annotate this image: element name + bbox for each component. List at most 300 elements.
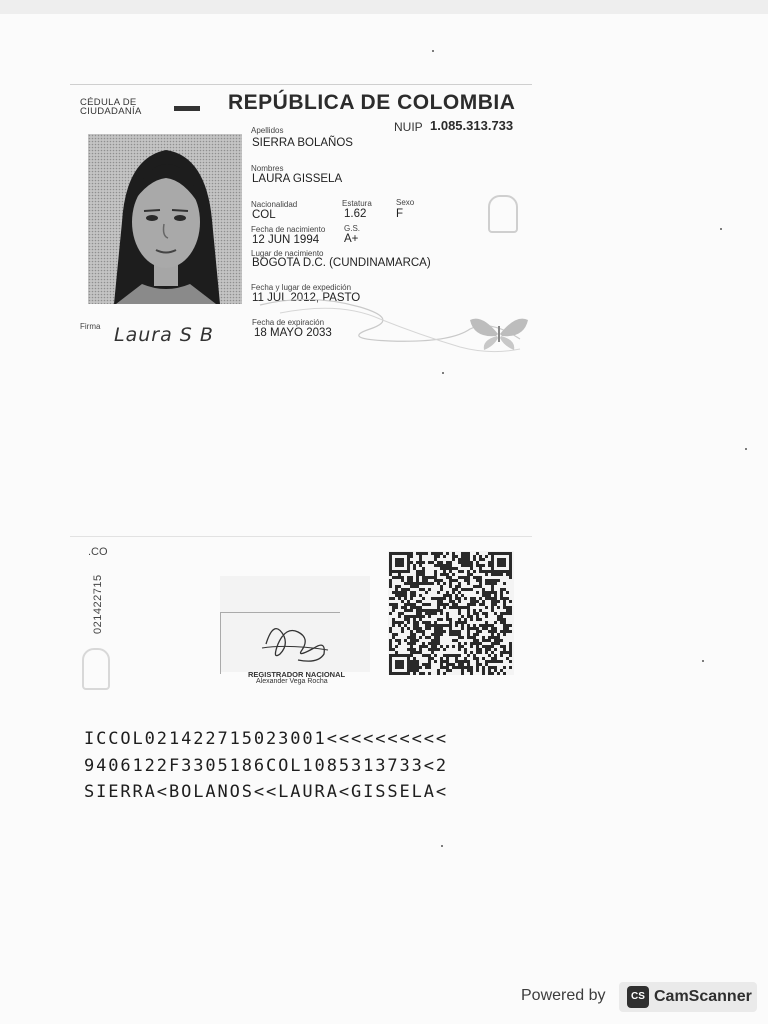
qr-module (482, 645, 485, 648)
qr-module (449, 654, 452, 657)
qr-module (413, 651, 416, 654)
qr-module (458, 606, 461, 609)
qr-module (491, 651, 494, 654)
qr-module (479, 603, 482, 606)
qr-module (482, 588, 485, 591)
qr-module (494, 594, 497, 597)
qr-module (428, 609, 431, 612)
qr-module (464, 651, 467, 654)
qr-module (434, 564, 437, 567)
qr-module (446, 603, 449, 606)
qr-module (410, 636, 413, 639)
qr-module (395, 666, 398, 669)
qr-module (494, 612, 497, 615)
qr-module (470, 672, 473, 675)
qr-module (455, 594, 458, 597)
qr-module (413, 582, 416, 585)
qr-module (392, 618, 395, 621)
qr-module (491, 636, 494, 639)
issue-value: 11 JUL 2012, PASTO (252, 292, 361, 304)
qr-module (419, 648, 422, 651)
qr-module (497, 636, 500, 639)
qr-module (440, 666, 443, 669)
qr-module (422, 630, 425, 633)
qr-module (440, 597, 443, 600)
height-value: 1.62 (344, 208, 367, 220)
qr-module (500, 618, 503, 621)
qr-module (485, 570, 488, 573)
qr-module (485, 624, 488, 627)
qr-module (464, 588, 467, 591)
qr-module (479, 624, 482, 627)
qr-module (407, 582, 410, 585)
qr-module (485, 621, 488, 624)
qr-module (497, 615, 500, 618)
qr-module (491, 582, 494, 585)
qr-module (452, 552, 455, 555)
qr-module (437, 555, 440, 558)
qr-module (458, 609, 461, 612)
qr-module (485, 660, 488, 663)
qr-module (509, 612, 512, 615)
qr-module (467, 573, 470, 576)
qr-module (389, 567, 392, 570)
qr-module (431, 561, 434, 564)
qr-module (422, 621, 425, 624)
qr-module (410, 615, 413, 618)
qr-module (437, 603, 440, 606)
qr-module (434, 555, 437, 558)
qr-module (401, 558, 404, 561)
qr-module (401, 591, 404, 594)
birth-date-label: Fecha de nacimiento (251, 225, 326, 234)
qr-module (470, 600, 473, 603)
qr-module (491, 645, 494, 648)
qr-module (392, 597, 395, 600)
qr-module (443, 603, 446, 606)
qr-module (452, 555, 455, 558)
qr-module (437, 591, 440, 594)
qr-module (404, 588, 407, 591)
qr-module (449, 663, 452, 666)
qr-module (455, 639, 458, 642)
qr-module (494, 552, 497, 555)
qr-module (479, 651, 482, 654)
qr-module (473, 654, 476, 657)
qr-module (443, 555, 446, 558)
signature-label: Firma (80, 322, 101, 331)
qr-module (425, 612, 428, 615)
qr-module (422, 645, 425, 648)
qr-module (419, 627, 422, 630)
qr-module (398, 666, 401, 669)
qr-module (413, 585, 416, 588)
qr-module (482, 624, 485, 627)
qr-module (455, 630, 458, 633)
qr-module (467, 588, 470, 591)
qr-module (449, 579, 452, 582)
qr-module (419, 609, 422, 612)
qr-module (422, 615, 425, 618)
qr-module (488, 669, 491, 672)
qr-module (437, 597, 440, 600)
qr-module (395, 639, 398, 642)
qr-module (422, 603, 425, 606)
qr-module (422, 552, 425, 555)
qr-module (401, 564, 404, 567)
qr-module (428, 627, 431, 630)
qr-module (416, 600, 419, 603)
qr-module (491, 579, 494, 582)
qr-module (440, 564, 443, 567)
qr-module (422, 582, 425, 585)
qr-module (404, 618, 407, 621)
qr-module (470, 666, 473, 669)
qr-module (428, 612, 431, 615)
qr-module (410, 579, 413, 582)
qr-module (467, 633, 470, 636)
qr-module (506, 627, 509, 630)
qr-module (401, 600, 404, 603)
qr-module (395, 606, 398, 609)
qr-module (437, 564, 440, 567)
nationality-label: Nacionalidad (251, 200, 298, 209)
qr-module (476, 666, 479, 669)
qr-module (413, 567, 416, 570)
qr-module (506, 609, 509, 612)
qr-module (410, 555, 413, 558)
qr-module (395, 663, 398, 666)
qr-module (443, 630, 446, 633)
scan-speck (745, 448, 747, 450)
qr-module (401, 627, 404, 630)
qr-module (509, 552, 512, 555)
qr-module (443, 606, 446, 609)
qr-module (488, 570, 491, 573)
qr-module (500, 651, 503, 654)
qr-module (485, 582, 488, 585)
qr-module (509, 567, 512, 570)
qr-module (410, 663, 413, 666)
qr-module (389, 579, 392, 582)
qr-module (392, 576, 395, 579)
qr-module (491, 555, 494, 558)
qr-module (398, 597, 401, 600)
qr-module (440, 645, 443, 648)
qr-module (404, 606, 407, 609)
qr-module (509, 606, 512, 609)
qr-module (392, 636, 395, 639)
qr-module (410, 597, 413, 600)
qr-module (461, 594, 464, 597)
qr-module (446, 564, 449, 567)
qr-module (401, 561, 404, 564)
qr-module (503, 651, 506, 654)
qr-module (494, 573, 497, 576)
nationality-value: COL (252, 209, 276, 221)
qr-module (479, 576, 482, 579)
qr-module (494, 639, 497, 642)
qr-module (398, 570, 401, 573)
qr-module (470, 651, 473, 654)
qr-module (428, 648, 431, 651)
qr-module (485, 645, 488, 648)
qr-module (506, 597, 509, 600)
qr-module (413, 639, 416, 642)
qr-module (509, 564, 512, 567)
qr-module (479, 555, 482, 558)
qr-module (509, 654, 512, 657)
document-type-line1: CÉDULA DE (80, 97, 137, 108)
qr-module (476, 645, 479, 648)
qr-module (491, 672, 494, 675)
qr-module (446, 624, 449, 627)
qr-module (485, 627, 488, 630)
qr-module (398, 612, 401, 615)
qr-module (431, 597, 434, 600)
qr-module (479, 618, 482, 621)
qr-module (410, 552, 413, 555)
qr-module (428, 582, 431, 585)
qr-module (491, 633, 494, 636)
qr-module (419, 645, 422, 648)
qr-module (482, 627, 485, 630)
qr-module (473, 576, 476, 579)
qr-module (458, 660, 461, 663)
sex-label: Sexo (396, 198, 415, 207)
qr-module (425, 636, 428, 639)
qr-module (410, 585, 413, 588)
qr-module (392, 603, 395, 606)
qr-module (431, 552, 434, 555)
qr-module (500, 639, 503, 642)
qr-module (413, 594, 416, 597)
qr-module (476, 627, 479, 630)
qr-module (464, 660, 467, 663)
mrz-line-3: SIERRA<BOLANOS<<LAURA<GISSELA< (84, 782, 449, 802)
qr-module (401, 663, 404, 666)
qr-module (467, 630, 470, 633)
qr-module (443, 672, 446, 675)
qr-module (470, 588, 473, 591)
qr-module (491, 570, 494, 573)
qr-module (473, 609, 476, 612)
qr-module (503, 630, 506, 633)
qr-module (416, 579, 419, 582)
qr-module (461, 558, 464, 561)
qr-module (425, 609, 428, 612)
qr-module (458, 618, 461, 621)
qr-module (470, 642, 473, 645)
qr-module (461, 621, 464, 624)
qr-module (416, 630, 419, 633)
qr-module (485, 612, 488, 615)
qr-module (476, 612, 479, 615)
qr-module (488, 645, 491, 648)
qr-module (485, 555, 488, 558)
qr-module (395, 591, 398, 594)
qr-module (413, 621, 416, 624)
qr-module (407, 621, 410, 624)
qr-module (398, 558, 401, 561)
qr-module (503, 621, 506, 624)
qr-module (488, 579, 491, 582)
qr-module (428, 660, 431, 663)
qr-module (410, 633, 413, 636)
qr-module (413, 633, 416, 636)
qr-module (452, 654, 455, 657)
qr-module (443, 660, 446, 663)
qr-module (398, 594, 401, 597)
qr-module (392, 633, 395, 636)
qr-module (440, 552, 443, 555)
qr-module (449, 630, 452, 633)
qr-module (422, 570, 425, 573)
qr-module (467, 660, 470, 663)
qr-module (464, 621, 467, 624)
qr-module (434, 621, 437, 624)
qr-module (416, 561, 419, 564)
qr-module (452, 579, 455, 582)
qr-module (458, 636, 461, 639)
qr-module (416, 651, 419, 654)
qr-module (407, 603, 410, 606)
birth-place-label: Lugar de nacimiento (251, 249, 324, 258)
qr-module (401, 570, 404, 573)
qr-module (419, 630, 422, 633)
qr-module (389, 582, 392, 585)
frame-line (220, 612, 221, 674)
qr-module (419, 552, 422, 555)
qr-module (404, 654, 407, 657)
qr-module (473, 639, 476, 642)
qr-module (494, 579, 497, 582)
qr-module (434, 609, 437, 612)
qr-module (401, 579, 404, 582)
qr-module (494, 603, 497, 606)
qr-module (407, 558, 410, 561)
qr-module (437, 600, 440, 603)
qr-module (428, 621, 431, 624)
qr-module (473, 555, 476, 558)
qr-module (395, 576, 398, 579)
qr-module (452, 606, 455, 609)
qr-module (437, 609, 440, 612)
qr-module (503, 645, 506, 648)
qr-module (428, 603, 431, 606)
qr-module (401, 672, 404, 675)
qr-module (428, 642, 431, 645)
qr-module (413, 627, 416, 630)
qr-module (413, 603, 416, 606)
qr-module (464, 618, 467, 621)
qr-module (485, 591, 488, 594)
qr-module (449, 594, 452, 597)
qr-module (461, 624, 464, 627)
qr-module (509, 645, 512, 648)
qr-module (494, 627, 497, 630)
qr-module (431, 639, 434, 642)
qr-module (479, 567, 482, 570)
qr-module (407, 663, 410, 666)
qr-module (392, 591, 395, 594)
qr-module (497, 633, 500, 636)
qr-module (452, 639, 455, 642)
qr-module (443, 582, 446, 585)
qr-module (491, 597, 494, 600)
qr-module (428, 672, 431, 675)
qr-module (395, 585, 398, 588)
qr-module (419, 612, 422, 615)
qr-module (491, 588, 494, 591)
qr-module (440, 633, 443, 636)
qr-module (389, 663, 392, 666)
qr-module (503, 561, 506, 564)
qr-module (428, 666, 431, 669)
qr-module (500, 612, 503, 615)
qr-module (452, 666, 455, 669)
powered-by-text: Powered by (521, 987, 606, 1004)
qr-module (419, 558, 422, 561)
qr-module (479, 579, 482, 582)
qr-module (464, 561, 467, 564)
qr-module (398, 672, 401, 675)
height-label: Estatura (342, 199, 372, 208)
qr-module (413, 669, 416, 672)
qr-module (467, 582, 470, 585)
qr-module (437, 582, 440, 585)
qr-module (416, 663, 419, 666)
qr-module (467, 570, 470, 573)
qr-module (491, 564, 494, 567)
qr-module (389, 612, 392, 615)
qr-module (473, 624, 476, 627)
qr-module (407, 561, 410, 564)
qr-module (458, 570, 461, 573)
qr-module (458, 597, 461, 600)
surname-value: SIERRA BOLAÑOS (252, 137, 353, 149)
qr-module (419, 636, 422, 639)
qr-module (491, 585, 494, 588)
qr-module (389, 642, 392, 645)
qr-module (467, 609, 470, 612)
qr-module (482, 600, 485, 603)
qr-module (464, 606, 467, 609)
qr-module (443, 597, 446, 600)
qr-module (437, 636, 440, 639)
qr-module (482, 570, 485, 573)
qr-module (398, 615, 401, 618)
qr-module (389, 564, 392, 567)
id-card-back (70, 536, 532, 706)
registrar-signature (258, 614, 332, 668)
qr-module (509, 666, 512, 669)
qr-module (461, 564, 464, 567)
scan-top-strip (0, 0, 768, 14)
qr-module (389, 666, 392, 669)
qr-module (500, 645, 503, 648)
qr-module (461, 588, 464, 591)
qr-module (416, 612, 419, 615)
qr-module (491, 666, 494, 669)
qr-module (458, 612, 461, 615)
qr-module (416, 576, 419, 579)
qr-module (422, 576, 425, 579)
qr-module (449, 585, 452, 588)
qr-module (407, 660, 410, 663)
qr-module (437, 606, 440, 609)
qr-module (488, 648, 491, 651)
